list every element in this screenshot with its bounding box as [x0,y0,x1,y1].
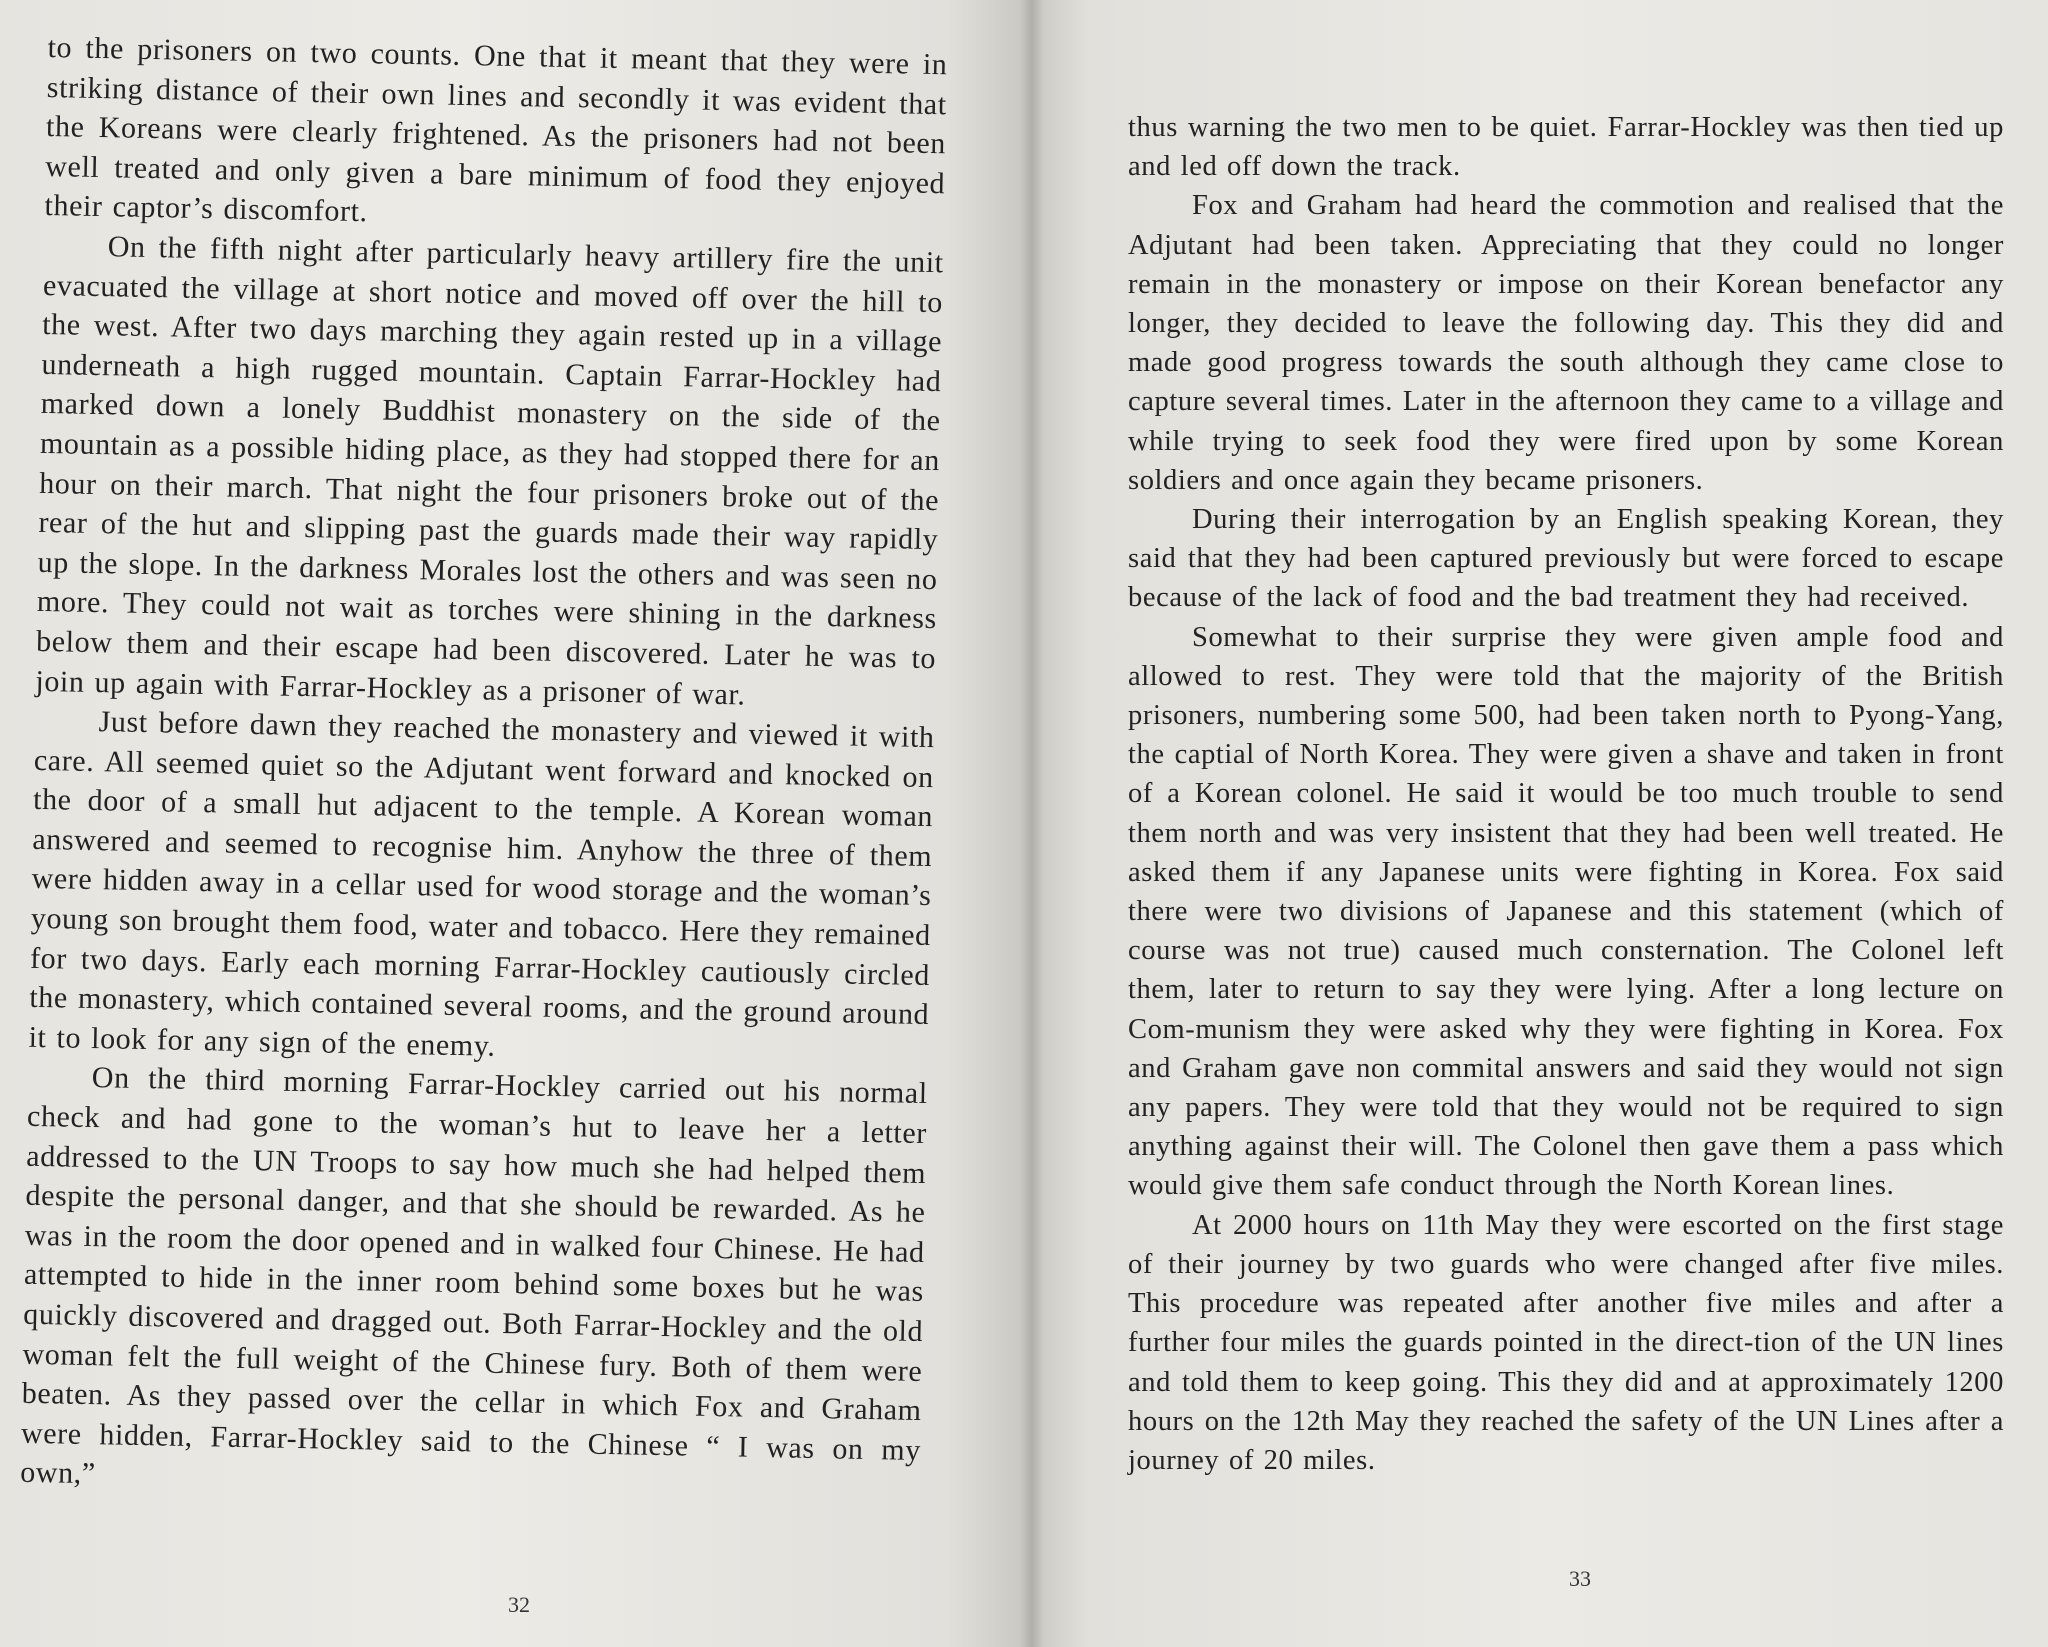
paragraph: Somewhat to their surprise they were given ample food and allowed to rest. They were told that the majority of the British prisoners, numbering some 500, had been taken north to Pyong-Yang, the captial of North Korea. They were given a shave and taken in front of a Korean colonel. He said it would be too much trouble to send them north and was very insistent that they had been well treated. He asked them if any Japanese units were fighting in Korea. Fox said there were two divisions of Japanese and this statement (which of course was not true) caused much consternation. The Colonel left them, later to return to say they were lying. After a long lecture on Com-munism they were asked why they were fighting in Korea. Fox and Graham gave non commital answers and said they would not sign any papers. They were told that they would not be required to sign anything against their will. The Colonel then gave them a pass which would give them safe conduct through the North Korean lines. [1128,621,2004,1202]
right-page [1028,0,2048,1647]
right-page-text [1128,108,2004,1480]
page-number: 33 [1569,1566,1591,1591]
paragraph: On the third morning Farrar-Hockley carried out his normal check and had gone to the woman’s hut to leave her a letter addressed to the UN Troops to say how much she had helped them despite the personal danger, and that she should be rewarded. As he was in the room the door opened and in walked four Chinese. He had attempted to hide in the inner room behind some boxes but he was quickly discovered and dragged out. Both Farrar-Hockley and the old woman felt the full weight of the Chinese fury. Both of them were beaten. As they passed over the cellar in which Fox and Graham were hidden, Farrar-Hockley said to the Chinese “ I was on my own,” [19,1061,929,1491]
paragraph: At 2000 hours on 11th May they were escorted on the first stage of their journey by two guards who were changed after five miles. This procedure was repeated after another five miles and after a further four miles the guards pointed in the direct-tion of the UN lines and told them to keep going. This they did and at approximately 1200 hours on the 12th May they reached the safety of the UN Lines after a journey of 20 miles. [1128,1209,2004,1476]
paragraph: Fox and Graham had heard the commotion and realised that the Adjutant had been taken. Appreciating that they could no longer remain in the monastery or impose on their Korean benefactor any longer, they decided to leave the following day. This they did and made good progress towards the south although they came close to capture several times. Later in the afternoon they came to a village and while trying to seek food they were fired upon by some Korean soldiers and once again they became prisoners. [1128,190,2004,496]
page-number: 32 [508,1592,530,1617]
paragraph: thus warning the two men to be quiet. Farrar-Hockley was then tied up and led off down the track. [1128,112,2004,183]
paragraph: to the prisoners on two counts. One that it meant that they were in striking distance of their own lines and secondly it was evident that the Koreans were clearly frightened. As the prisoners had not been well treated and only given a bare minimum of food they enjoyed their captor’s discomfort. [44,30,948,229]
paragraph: On the fifth night after particularly heavy artillery fire the unit evacuated the village at short notice and moved off over the hill to the west. After two days marching they again rested up in a village underneath a high rugged mountain. Captain Farrar-Hockley had marked down a lonely Buddhist monastery on the side of the mountain as a possible hiding place, as they had stopped there for an hour on their march. That night the four prisoners broke out of the rear of the hut and slipping past the guards made their way rapidly up the slope. In the darkness Morales lost the others and was seen no more. They could not wait as torches were shining in the darkness below them and their escape had been discovered. Later he was to join up again with Farrar-Hockley as a prisoner of war. [35,230,944,712]
paragraph: During their interrogation by an English speaking Korean, they said that they had been captured previously but were forced to escape because of the lack of food and the bad treatment they had received. [1128,504,2004,614]
left-page-text [20,28,948,1510]
paragraph: Just before dawn they reached the monastery and viewed it with care. All seemed quiet so the Adjutant went forward and knocked on the door of a small hut adjacent to the temple. A Korean woman answered and seemed to recognise him. Anyhow the three of them were hidden away in a cellar used for wood storage and the woman’s young son brought them food, water and tobacco. Here they remained for two days. Early each morning Farrar-Hockley cautiously circled the monastery, which contained several rooms, and the ground around it to look for any sign of the enemy. [28,705,935,1063]
